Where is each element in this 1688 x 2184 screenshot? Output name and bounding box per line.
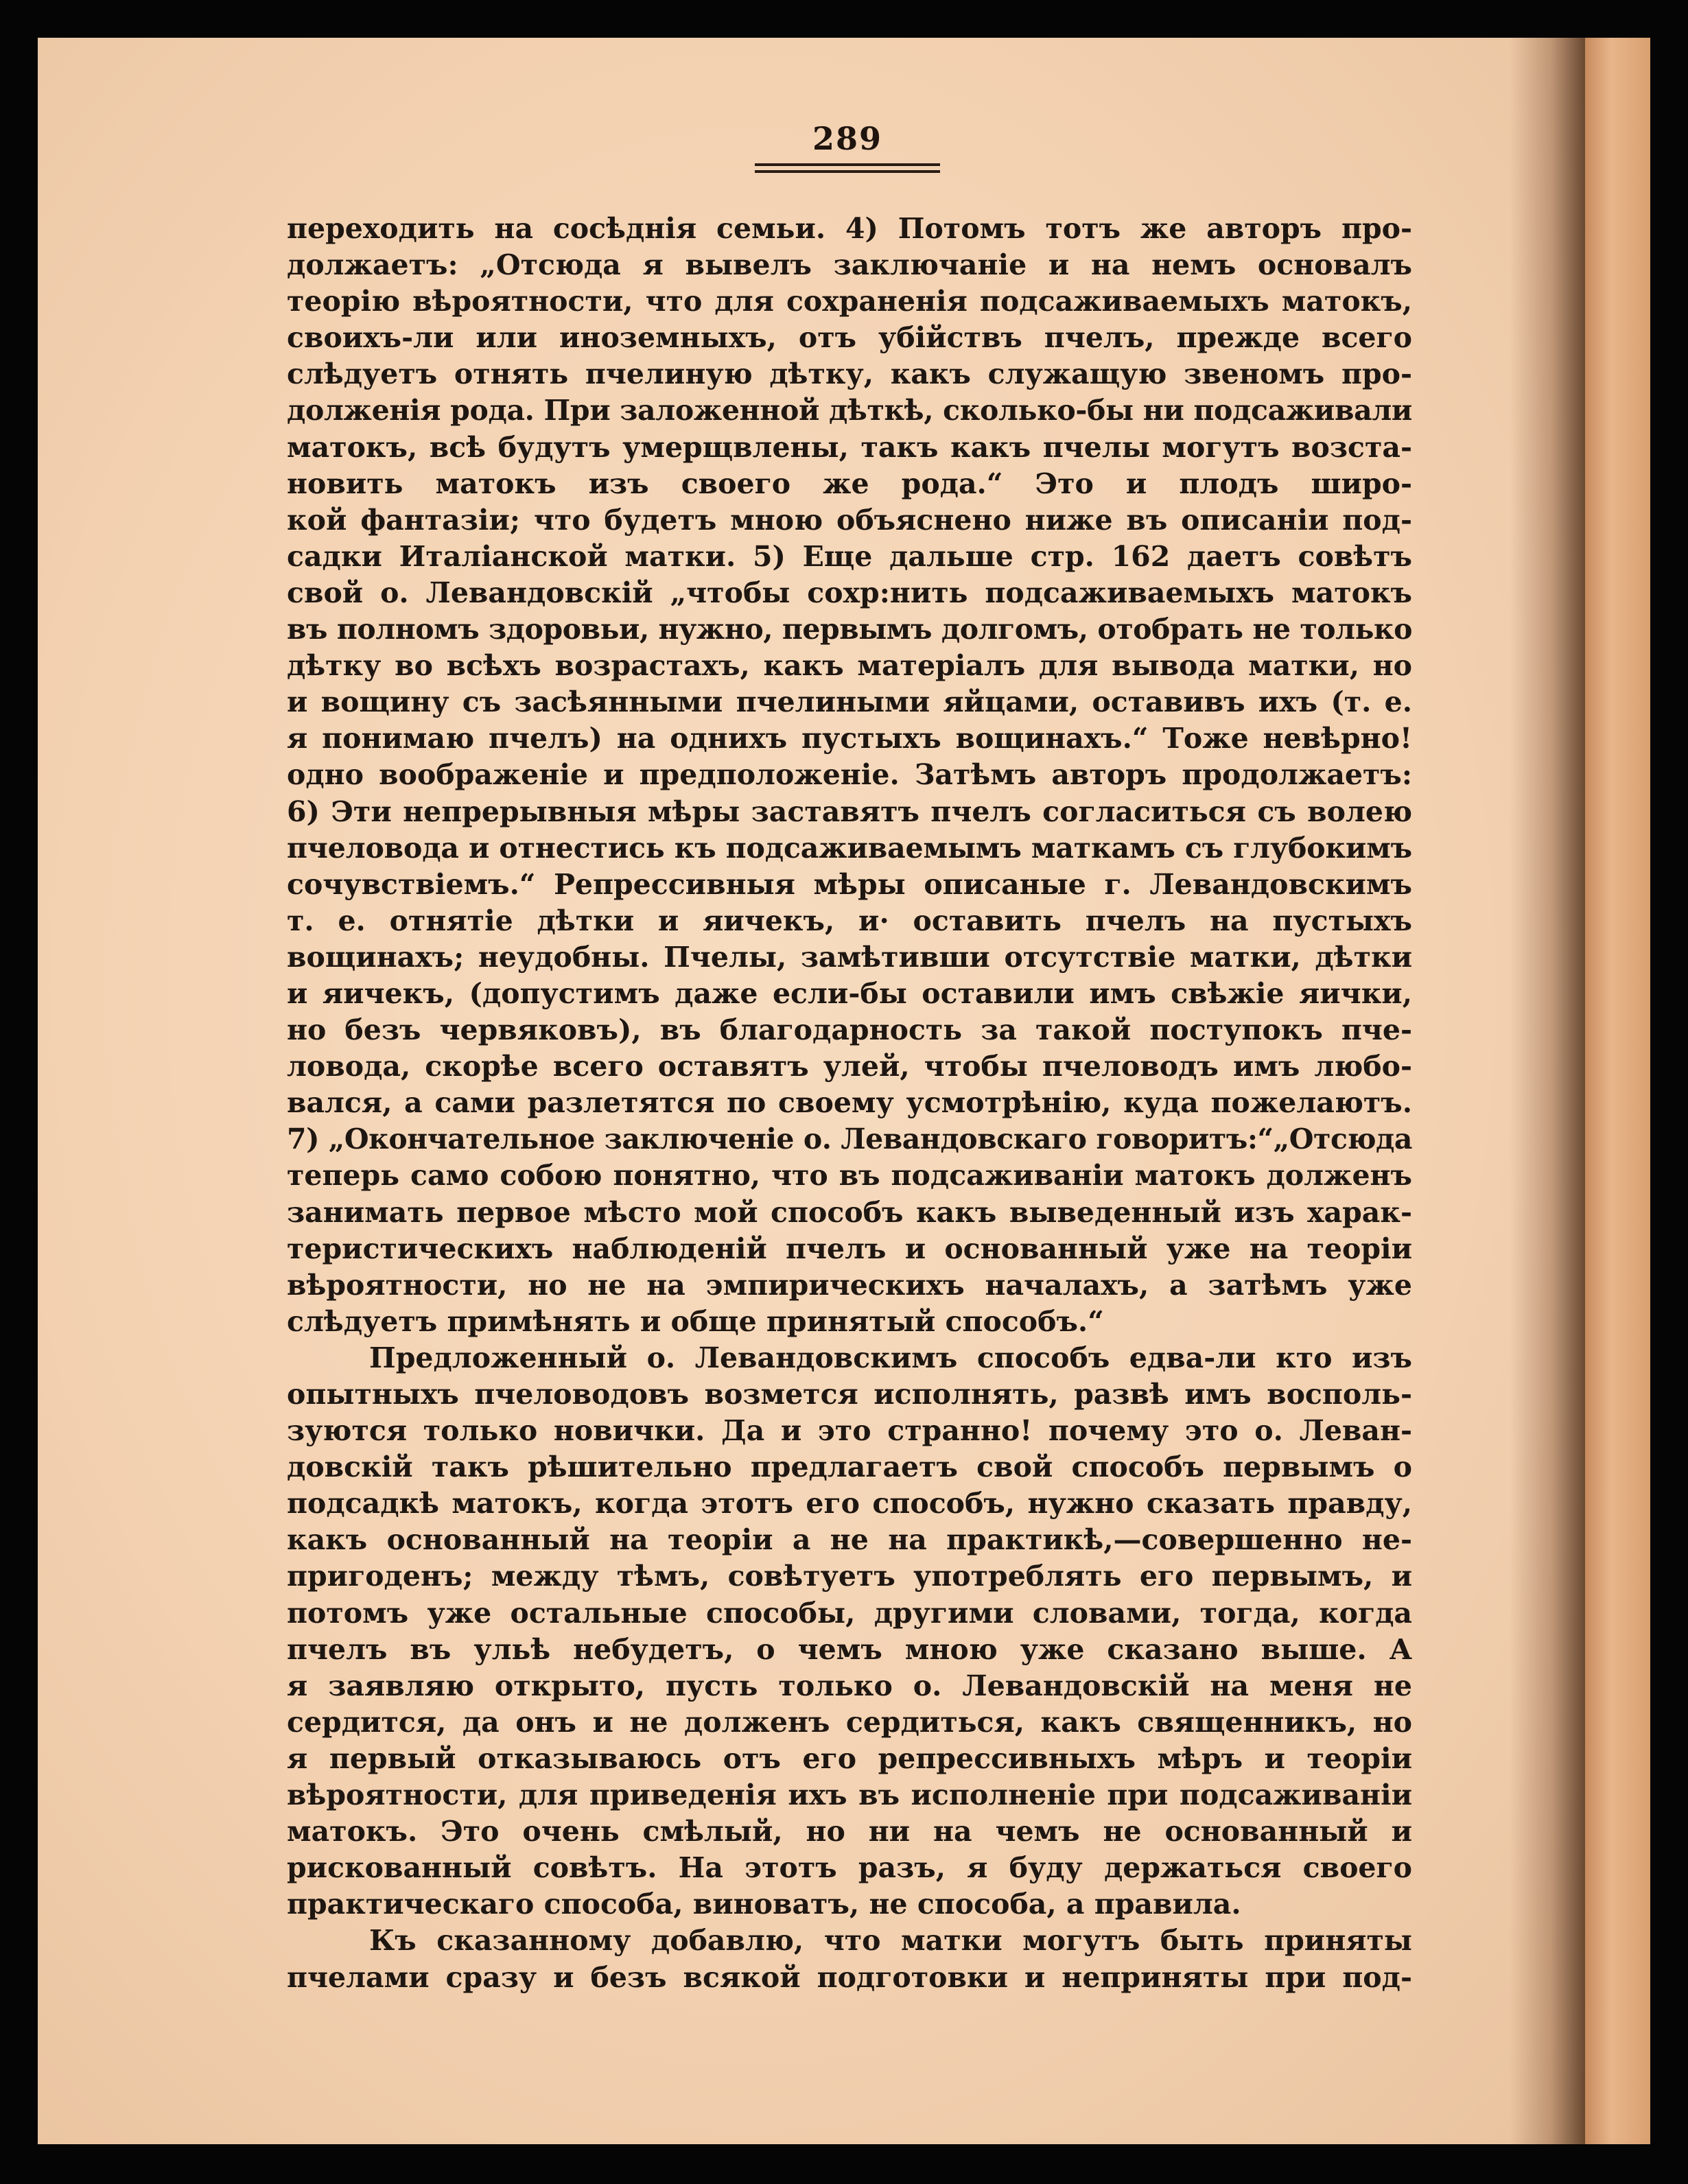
- text-line: въ полномъ здоровьи, нужно, первымъ долгомъ, отобрать не только: [287, 613, 1412, 646]
- text-line: слѣдуетъ отнять пчелиную дѣтку, какъ служащую звеномъ про-: [287, 357, 1412, 391]
- text-line: но безъ червяковъ), въ благодарность за такой поступокъ пче-: [287, 1013, 1412, 1047]
- text-line: я заявляю открыто, пусть только о. Левандовскій на меня не: [287, 1669, 1412, 1702]
- text-line: ловода, скорѣе всего оставятъ улей, чтобы пчеловодъ имъ любо-: [287, 1050, 1412, 1083]
- text-line: я первый отказываюсь отъ его репрессивныхъ мѣръ и теоріи: [287, 1741, 1412, 1775]
- text-line: подсадкѣ матокъ, когда этотъ его способъ, нужно сказать правду,: [287, 1487, 1412, 1520]
- text-line: Къ сказанному добавлю, что матки могутъ быть приняты: [369, 1924, 1412, 1958]
- text-line: пчеловода и отнестись къ подсаживаемымъ маткамъ съ глубокимъ: [287, 831, 1412, 865]
- text-line: и вощину съ засѣянными пчелиными яйцами, оставивъ ихъ (т. е.: [287, 685, 1412, 719]
- text-line: сердится, да онъ и не долженъ сердиться, какъ священникъ, но: [287, 1705, 1412, 1739]
- text-line: свой о. Левандовскій „чтобы сохр:нить подсаживаемыхъ матокъ: [287, 576, 1412, 609]
- text-line: переходить на сосѣднія семьи. 4) Потомъ тотъ же авторъ про-: [287, 212, 1412, 245]
- body-text: [287, 211, 1412, 1996]
- text-line: 6) Эти непрерывныя мѣры заставятъ пчелъ согласиться съ волею: [287, 795, 1412, 828]
- page-number-rule: [755, 163, 940, 166]
- text-line: теперь само собою понятно, что въ подсаживаніи матокъ долженъ: [287, 1159, 1412, 1193]
- text-line: рискованный совѣтъ. На этотъ разъ, я буду держаться своего: [287, 1851, 1412, 1885]
- text-line: и яичекъ, (допустимъ даже если-бы оставили имъ свѣжіе яички,: [287, 976, 1412, 1010]
- text-line: практическаго способа, виноватъ, не способа, а правила.: [287, 1888, 1241, 1921]
- text-line: кой фантазіи; что будетъ мною объяснено ниже въ описаніи под-: [287, 503, 1412, 537]
- text-line: одно воображеніе и предположеніе. Затѣмъ авторъ продолжаетъ:: [287, 758, 1412, 792]
- text-line: вощинахъ; неудобны. Пчелы, замѣтивши отсутствіе матки, дѣтки: [287, 940, 1412, 974]
- text-line: вѣроятности, но не на эмпирическихъ началахъ, а затѣмъ уже: [287, 1268, 1412, 1302]
- text-line: садки Италіанской матки. 5) Еще дальше стр. 162 даетъ совѣтъ: [287, 539, 1412, 573]
- text-line: довскій такъ рѣшительно предлагаетъ свой способъ первымъ о: [287, 1451, 1412, 1484]
- text-line: 7) „Окончательное заключеніе о. Левандовскаго говоритъ:“„Отсюда: [287, 1123, 1412, 1156]
- page-number-rule: [755, 170, 940, 173]
- text-line: дѣтку во всѣхъ возрастахъ, какъ матеріалъ для вывода матки, но: [287, 649, 1412, 683]
- text-line: сочувствіемъ.“ Репрессивныя мѣры описаные г. Левандовскимъ: [287, 867, 1412, 901]
- adjacent-page-edge: [1585, 38, 1650, 2144]
- text-line: вался, а сами разлетятся по своему усмотрѣнію, куда пожелаютъ.: [287, 1086, 1412, 1120]
- text-line: пчелъ въ ульѣ небудетъ, о чемъ мною уже сказано выше. А: [287, 1632, 1412, 1666]
- text-line: пчелами сразу и безъ всякой подготовки и неприняты при под-: [287, 1960, 1412, 1994]
- text-line: т. е. отнятіе дѣтки и яичекъ, и· оставить пчелъ на пустыхъ: [287, 904, 1412, 937]
- text-line: своихъ-ли или иноземныхъ, отъ убійствъ пчелъ, прежде всего: [287, 321, 1412, 355]
- text-line: какъ основанный на теоріи а не на практикѣ,—совершенно не-: [287, 1523, 1412, 1557]
- page-fold-shadow: [1510, 38, 1585, 2144]
- text-line: слѣдуетъ примѣнять и обще принятый способъ.“: [287, 1304, 1104, 1338]
- text-line: новить матокъ изъ своего же рода.“ Это и плодъ широ-: [287, 467, 1412, 500]
- text-line: я понимаю пчелъ) на однихъ пустыхъ вощинахъ.“ Тоже невѣрно!: [287, 722, 1412, 755]
- text-line: матокъ. Это очень смѣлый, но ни на чемъ не основанный и: [287, 1815, 1412, 1848]
- page-number: 289: [812, 120, 883, 157]
- text-line: должаетъ: „Отсюда я вывелъ заключаніе и на немъ основалъ: [287, 248, 1412, 282]
- text-line: потомъ уже остальные способы, другими словами, тогда, когда: [287, 1596, 1412, 1630]
- text-line: опытныхъ пчеловодовъ возмется исполнять, развѣ имъ восполь-: [287, 1378, 1412, 1411]
- text-line: долженія рода. При заложенной дѣткѣ, сколько-бы ни подсаживали: [287, 394, 1412, 427]
- text-line: теорію вѣроятности, что для сохраненія подсаживаемыхъ матокъ,: [287, 285, 1412, 318]
- text-line: Предложенный о. Левандовскимъ способъ едва-ли кто изъ: [369, 1341, 1412, 1374]
- text-line: вѣроятности, для приведенія ихъ въ исполненіе при подсаживаніи: [287, 1778, 1412, 1812]
- text-line: теристическихъ наблюденій пчелъ и основанный уже на теоріи: [287, 1232, 1412, 1265]
- text-line: матокъ, всѣ будутъ умерщвлены, такъ какъ пчелы могутъ возста-: [287, 430, 1412, 464]
- text-line: зуются только новички. Да и это странно! почему это о. Леван-: [287, 1414, 1412, 1448]
- text-line: пригоденъ; между тѣмъ, совѣтуетъ употреблять его первымъ, и: [287, 1560, 1412, 1593]
- text-line: занимать первое мѣсто мой способъ какъ выведенный изъ харак-: [287, 1195, 1412, 1229]
